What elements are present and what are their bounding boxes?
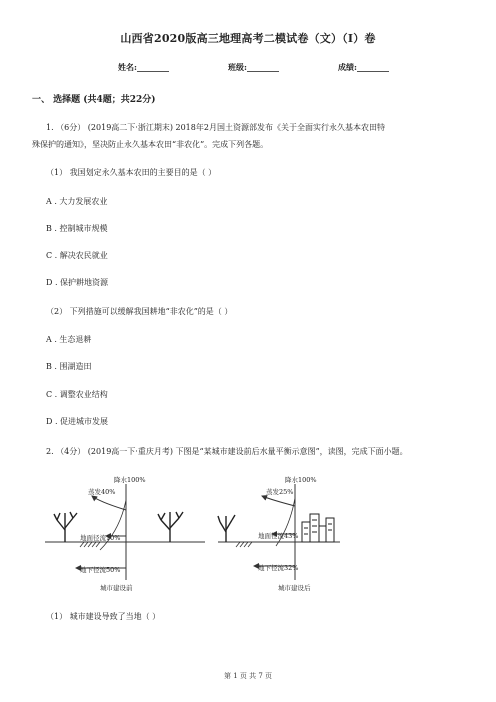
diagram-after xyxy=(218,475,340,592)
section-heading: 一、 选择题 (共4题；共22分) xyxy=(32,95,156,105)
question-1-line-2: 殊保护的通知》，坚决防止永久基本农田“非农化”。完成下列各题。 xyxy=(32,140,269,149)
tree-icon xyxy=(158,512,183,542)
label-under-after: 地下径流32% xyxy=(258,564,299,572)
label-surface-after: 地面径流43% xyxy=(258,532,299,540)
label-evap-before: 蒸发40% xyxy=(88,488,116,496)
tree-icon xyxy=(218,515,235,542)
caption-before: 城市建设前 xyxy=(100,584,133,592)
option-c: C . 调整农业结构 xyxy=(46,390,108,399)
question-2-sub-1: （1） 城市建设导致了当地（ ） xyxy=(46,612,161,621)
option-a: A . 生态退耕 xyxy=(46,335,92,344)
option-d: D . 保护耕地资源 xyxy=(46,278,109,287)
label-under-before: 地下径流50% xyxy=(80,566,121,574)
question-1-sub-2: （2） 下列措施可以缓解我国耕地“非农化”的是（ ） xyxy=(46,307,233,316)
label-surface-before: 地面径流10% xyxy=(80,534,121,542)
label-evap-after: 蒸发25% xyxy=(266,488,294,496)
option-d: D . 促进城市发展 xyxy=(46,417,109,426)
option-b: B . 控制城市规模 xyxy=(46,224,108,233)
name-field: 姓名:________ xyxy=(118,62,169,72)
class-field: 班级:________ xyxy=(228,62,279,72)
buildings-icon xyxy=(302,514,334,542)
label-precip-after: 降水100% xyxy=(285,476,317,484)
question-1-line-1: 1. （6分） (2019高二下·浙江期末) 2018年2月国土资源部发布《关于全面实行永久基本农田特 xyxy=(46,123,385,132)
label-precip-before: 降水100% xyxy=(114,476,146,484)
option-b: B . 围湖造田 xyxy=(46,362,92,371)
caption-after: 城市建设后 xyxy=(278,584,311,592)
diagram-before xyxy=(45,475,205,592)
tree-icon xyxy=(54,512,77,542)
water-balance-diagram xyxy=(40,470,460,600)
page-footer: 第 1 页 共 7 页 xyxy=(223,672,273,680)
page-title: 山西省2020版高三地理高考二模试卷（文）（I）卷 xyxy=(120,32,376,45)
question-2-line-1: 2. （4分） (2019高一下·重庆月考) 下图是“某城市建设前后水量平衡示意图”，读图，完成下面小题。 xyxy=(46,447,408,456)
option-c: C . 解决农民就业 xyxy=(46,251,108,260)
question-1-sub-1: （1） 我国划定永久基本农田的主要目的是（ ） xyxy=(46,168,217,177)
option-a: A . 大力发展农业 xyxy=(46,197,108,206)
score-field: 成绩:________ xyxy=(338,62,389,72)
